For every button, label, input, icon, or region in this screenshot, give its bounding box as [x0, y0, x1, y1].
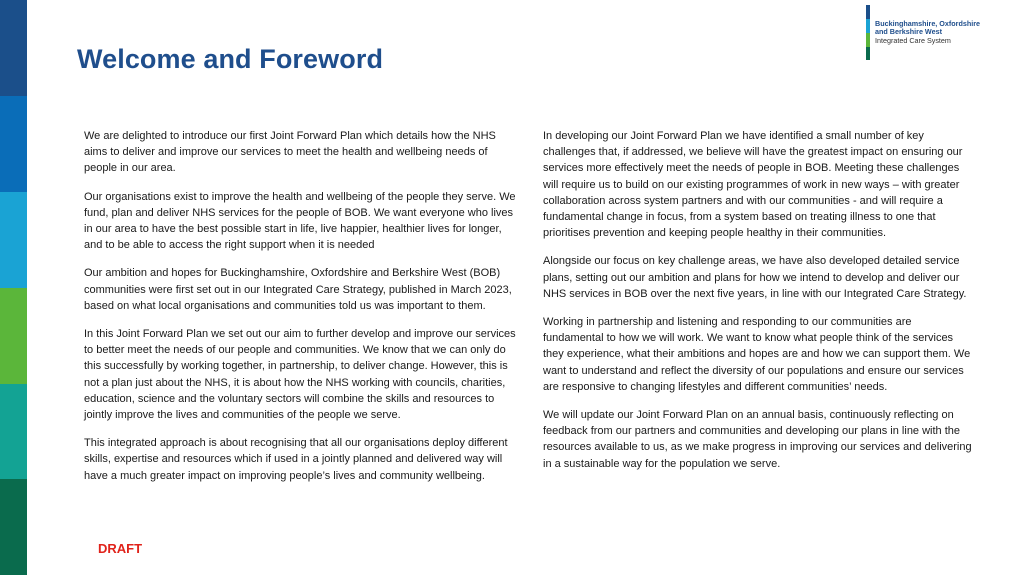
logo-bar-segment: [866, 47, 870, 60]
paragraph: Working in partnership and listening and responding to our communities are fundamental to how we will work. We want to know what people think of the services they experience, what their ambitions and hopes are and how we can support them. We want to understand and reflect the diversity of our populations and ensure our services are responsive to changing lifestyles and different communities’ needs.: [543, 316, 971, 393]
side-bar-segment: [0, 288, 27, 384]
logo-bar-segment: [866, 33, 870, 47]
logo-system-name: Integrated Care System: [875, 35, 951, 45]
side-color-bar: [0, 0, 27, 575]
logo-bar-segment: [866, 19, 870, 33]
paragraph: Our ambition and hopes for Buckinghamshire, Oxfordshire and Berkshire West (BOB) communities were first set out in our Integrated Care Strategy, published in March 2023, based on what local organisations and communities told us was important to them.: [84, 267, 512, 312]
draft-label: DRAFT: [98, 541, 143, 556]
paragraph: In this Joint Forward Plan we set out our aim to further develop and improve our services to better meet the needs of our people and communities. We know that we can only do this successfully by working together, in partnership, to deliver change. However, this is not a plan just about the NHS, it is about how the NHS working with councils, charities, education, science and the voluntary sectors will combine the skills and resources to jointly improve the lives and communities of the people we serve.: [84, 328, 516, 422]
left-text-column: [84, 128, 516, 496]
side-bar-segment: [0, 96, 27, 192]
logo-org-name-line2: and Berkshire West: [875, 27, 942, 37]
logo-color-bar: [866, 5, 870, 60]
paragraph: In developing our Joint Forward Plan we have identified a small number of key challenges that, if addressed, we believe will have the greatest impact on ensuring our services more effectively meet the needs of people in BOB. Meeting these challenges will require us to build on our existing programmes of work in new ways – with greater collaboration across system partners and with our communities - and will require a fundamental change in focus, from a system based on treating illness to one that prioritises prevention and keeping people healthy in their communities.: [543, 130, 963, 240]
logo-text: [875, 20, 1015, 45]
paragraph: Our organisations exist to improve the health and wellbeing of the people they serve. We fund, plan and deliver NHS services for the people of BOB. We want everyone who lives in our area to have the best possible start in life, live happier, healthier lives for longer, and to be able to access the right support when it is needed: [84, 190, 516, 252]
side-bar-segment: [0, 192, 27, 288]
page-title: Welcome and Foreword: [77, 44, 384, 74]
paragraph: Alongside our focus on key challenge areas, we have also developed detailed service plans, setting out our ambition and plans for how we intend to develop and deliver our NHS services in BOB over the next five years, in line with our Integrated Care Strategy.: [543, 255, 967, 300]
side-bar-segment: [0, 479, 27, 575]
side-bar-segment: [0, 0, 27, 96]
side-bar-segment: [0, 384, 27, 479]
right-text-column: [543, 128, 973, 484]
logo-org-name-line1: Buckinghamshire, Oxfordshire: [875, 19, 981, 28]
paragraph: We will update our Joint Forward Plan on an annual basis, continuously reflecting on feedback from our partners and communities and developing our plans in line with the resources available to us, as we make progress in improving our services and delivering in a sustainable way for the population we serve.: [543, 409, 972, 470]
paragraph: We are delighted to introduce our first Joint Forward Plan which details how the NHS aims to deliver and improve our services to meet the health and wellbeing needs of people in our area.: [84, 130, 496, 175]
logo-bar-segment: [866, 5, 870, 19]
paragraph: This integrated approach is about recognising that all our organisations deploy different skills, expertise and resources which if used in a jointly planned and delivered way will have a much greater impact on improving people’s lives and community wellbeing.: [84, 437, 508, 482]
ics-logo: [866, 5, 1016, 60]
